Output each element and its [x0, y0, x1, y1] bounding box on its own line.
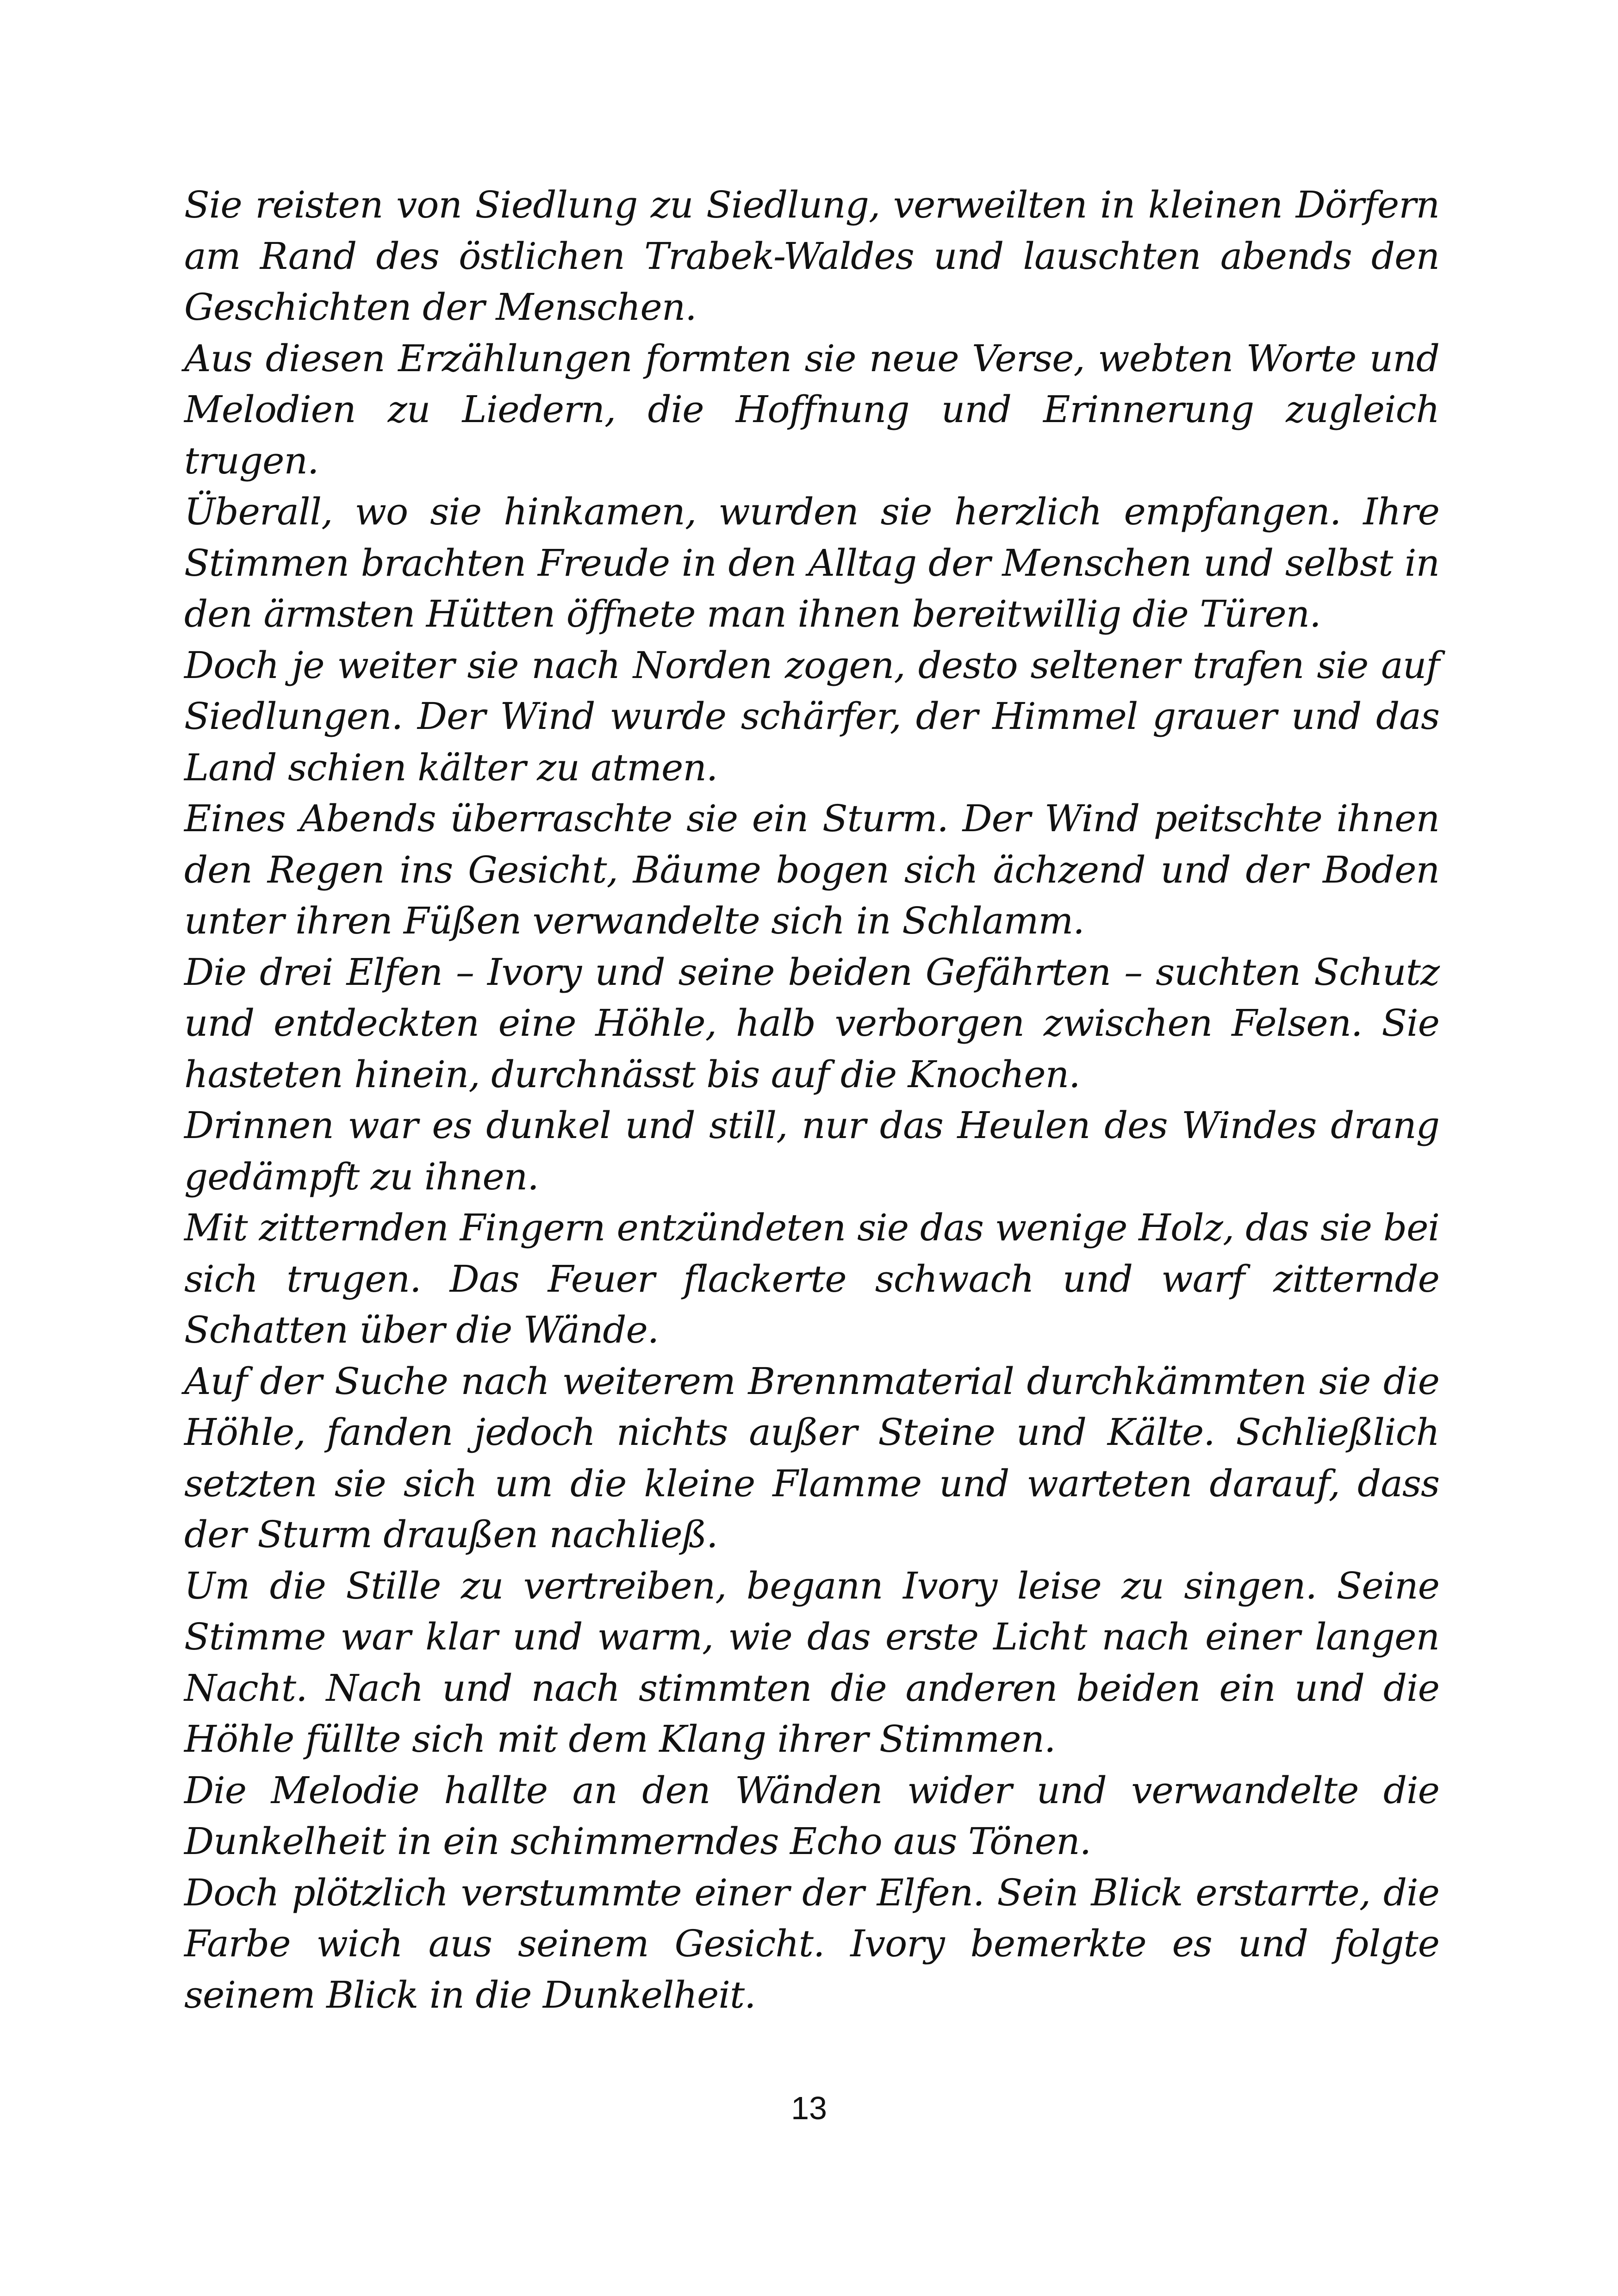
paragraph-5: Eines Abends überraschte sie ein Sturm. Der Wind peitschte ihnen den Regen ins Gesicht, Bäume bogen sich ächzend und der Boden unter ihren Füßen verwandelte sich in Schlamm.	[184, 797, 1439, 942]
paragraph-2: Aus diesen Erzählungen formten sie neue Verse, webten Worte und Melodien zu Liedern, die Hoffnung und Erinnerung zugleich trugen.	[184, 336, 1439, 482]
paragraph-4: Doch je weiter sie nach Norden zogen, desto seltener trafen sie auf Siedlungen. Der Wind wurde schärfer, der Himmel grauer und das Land schien kälter zu atmen.	[184, 643, 1439, 789]
paragraph-3: Überall, wo sie hinkamen, wurden sie herzlich empfangen. Ihre Stimmen brachten Freude in den Alltag der Menschen und selbst in den ärmsten Hütten öffnete man ihnen bereitwillig die Türen.	[184, 490, 1439, 635]
body-text	[184, 180, 1439, 2021]
paragraph-12: Doch plötzlich verstummte einer der Elfen. Sein Blick erstarrte, die Farbe wich aus seinem Gesicht. Ivory bemerkte es und folgte seinem Blick in die Dunkelheit.	[184, 1871, 1439, 2016]
paragraph-8: Mit zitternden Fingern entzündeten sie das wenige Holz, das sie bei sich trugen. Das Feuer flackerte schwach und warf zitternde Schatten über die Wände.	[184, 1206, 1439, 1351]
paragraph-6: Die drei Elfen – Ivory und seine beiden Gefährten – suchten Schutz und entdeckten eine Höhle, halb verborgen zwischen Felsen. Sie hasteten hinein, durchnässt bis auf die Knochen.	[184, 950, 1439, 1096]
paragraph-1: Sie reisten von Siedlung zu Siedlung, verweilten in kleinen Dörfern am Rand des östlichen Trabek-Waldes und lauschten abends den Geschichten der Menschen.	[184, 183, 1439, 329]
paragraph-10: Um die Stille zu vertreiben, begann Ivory leise zu singen. Seine Stimme war klar und warm, wie das erste Licht nach einer langen Nacht. Nach und nach stimmten die anderen beiden ein und die Höhle füllte sich mit dem Klang ihrer Stimmen.	[184, 1564, 1439, 1761]
paragraph-7: Drinnen war es dunkel und still, nur das Heulen des Windes drang gedämpft zu ihnen.	[184, 1104, 1439, 1198]
paragraph-9: Auf der Suche nach weiterem Brennmaterial durchkämmten sie die Höhle, fanden jedoch nichts außer Steine und Kälte. Schließlich setzten sie sich um die kleine Flamme und warteten darauf, dass der Sturm draußen nachließ.	[184, 1359, 1439, 1556]
paragraph-11: Die Melodie hallte an den Wänden wider und verwandelte die Dunkelheit in ein schimmerndes Echo aus Tönen.	[184, 1768, 1439, 1863]
page-number: 13	[791, 2090, 827, 2126]
